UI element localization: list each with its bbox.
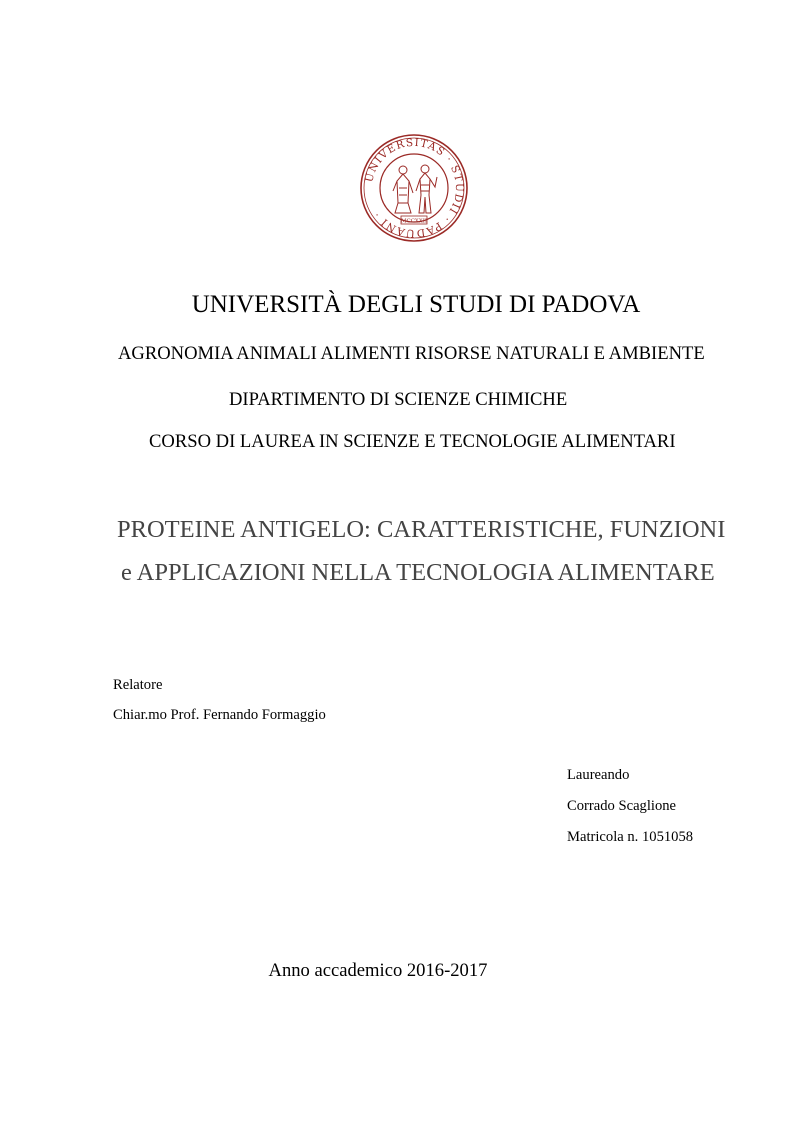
seal-year: MCCXXII xyxy=(400,218,428,225)
student-name: Corrado Scaglione xyxy=(567,798,677,814)
student-matricola: Matricola n. 1051058 xyxy=(567,829,694,845)
academic-year: Anno accademico 2016-2017 xyxy=(268,960,488,981)
thesis-title-line-1: PROTEINE ANTIGELO: CARATTERISTICHE, FUNZIONI xyxy=(117,516,726,543)
supervisor-label: Relatore xyxy=(113,677,163,693)
thesis-title-line-2: e APPLICAZIONI NELLA TECNOLOGIA ALIMENTARE xyxy=(121,559,715,586)
course-name: CORSO DI LAUREA IN SCIENZE E TECNOLOGIE ALIMENTARI xyxy=(149,431,676,452)
student-label: Laureando xyxy=(567,767,630,783)
university-name: UNIVERSITÀ DEGLI STUDI DI PADOVA xyxy=(191,291,641,318)
faculty-name: AGRONOMIA ANIMALI ALIMENTI RISORSE NATURALI E AMBIENTE xyxy=(118,343,705,364)
university-seal-logo xyxy=(359,133,469,243)
svg-text:UNIVERSITAS · STUDII · PADUANI: UNIVERSITAS · STUDII · PADUANI · xyxy=(363,136,466,240)
department-name: DIPARTIMENTO DI SCIENZE CHIMICHE xyxy=(229,389,568,410)
supervisor-name: Chiar.mo Prof. Fernando Formaggio xyxy=(113,707,326,723)
